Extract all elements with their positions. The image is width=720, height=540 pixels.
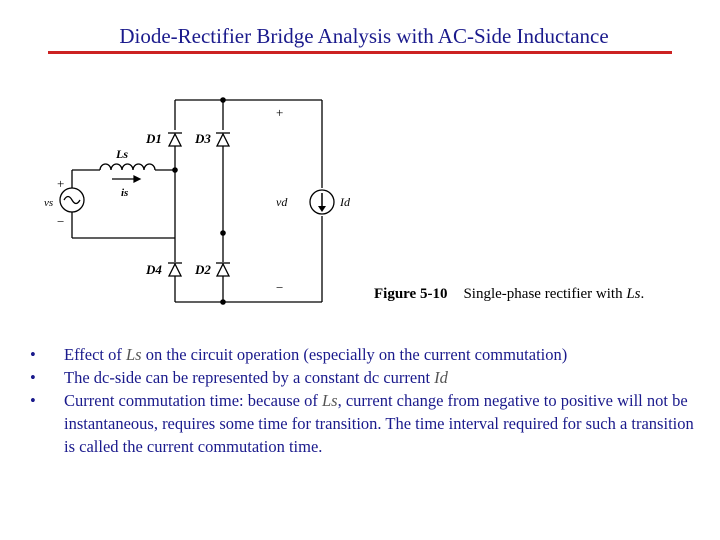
diode-d2 [216, 263, 230, 276]
inductor-ls [100, 164, 155, 170]
label-ls: Ls [116, 147, 128, 161]
label-d4: D4 [146, 262, 162, 277]
label-minus-source: − [57, 214, 65, 229]
dc-current-source [310, 190, 334, 214]
bullet-item: • The dc-side can be represented by a constant dc current Id [30, 368, 448, 387]
slide-title: Diode-Rectifier Bridge Analysis with AC-Side Inductance [119, 24, 609, 48]
caption-text: Single-phase rectifier with [463, 286, 623, 302]
label-id: Id [340, 195, 350, 209]
label-vs: vs [44, 197, 54, 209]
label-d2: D2 [195, 262, 211, 277]
label-minus-dc: − [276, 280, 284, 295]
math-id: Id [434, 368, 448, 387]
ac-source [60, 188, 84, 212]
caption-figure-number: Figure 5-10 [374, 286, 448, 302]
label-d3: D3 [195, 131, 211, 146]
bullet-item: • Current commutation time: because of Ls, current change from negative to positive will not be instantaneous, requires some time for transition. The time interval required for such a transition is called the current commutation time. [30, 391, 694, 456]
diode-d1 [168, 133, 182, 146]
caption-end: . [640, 286, 645, 302]
label-plus-source: + [57, 176, 65, 191]
title-underline [48, 51, 672, 54]
math-ls: Ls [321, 391, 338, 410]
caption-ls: Ls [626, 286, 641, 302]
bullet-list [30, 343, 700, 458]
label-d1: D1 [146, 131, 162, 146]
label-plus-dc: + [276, 105, 284, 120]
diode-d4 [168, 263, 182, 276]
math-ls: Ls [126, 345, 142, 364]
label-vd: vd [276, 195, 288, 209]
bullet-item: • Effect of Ls on the circuit operation (especially on the current commutation) [30, 345, 568, 364]
rectifier-circuit-diagram [20, 80, 360, 310]
label-is: is [121, 187, 129, 199]
diode-d3 [216, 133, 230, 146]
is-arrow [112, 176, 140, 182]
figure-caption [374, 286, 644, 303]
